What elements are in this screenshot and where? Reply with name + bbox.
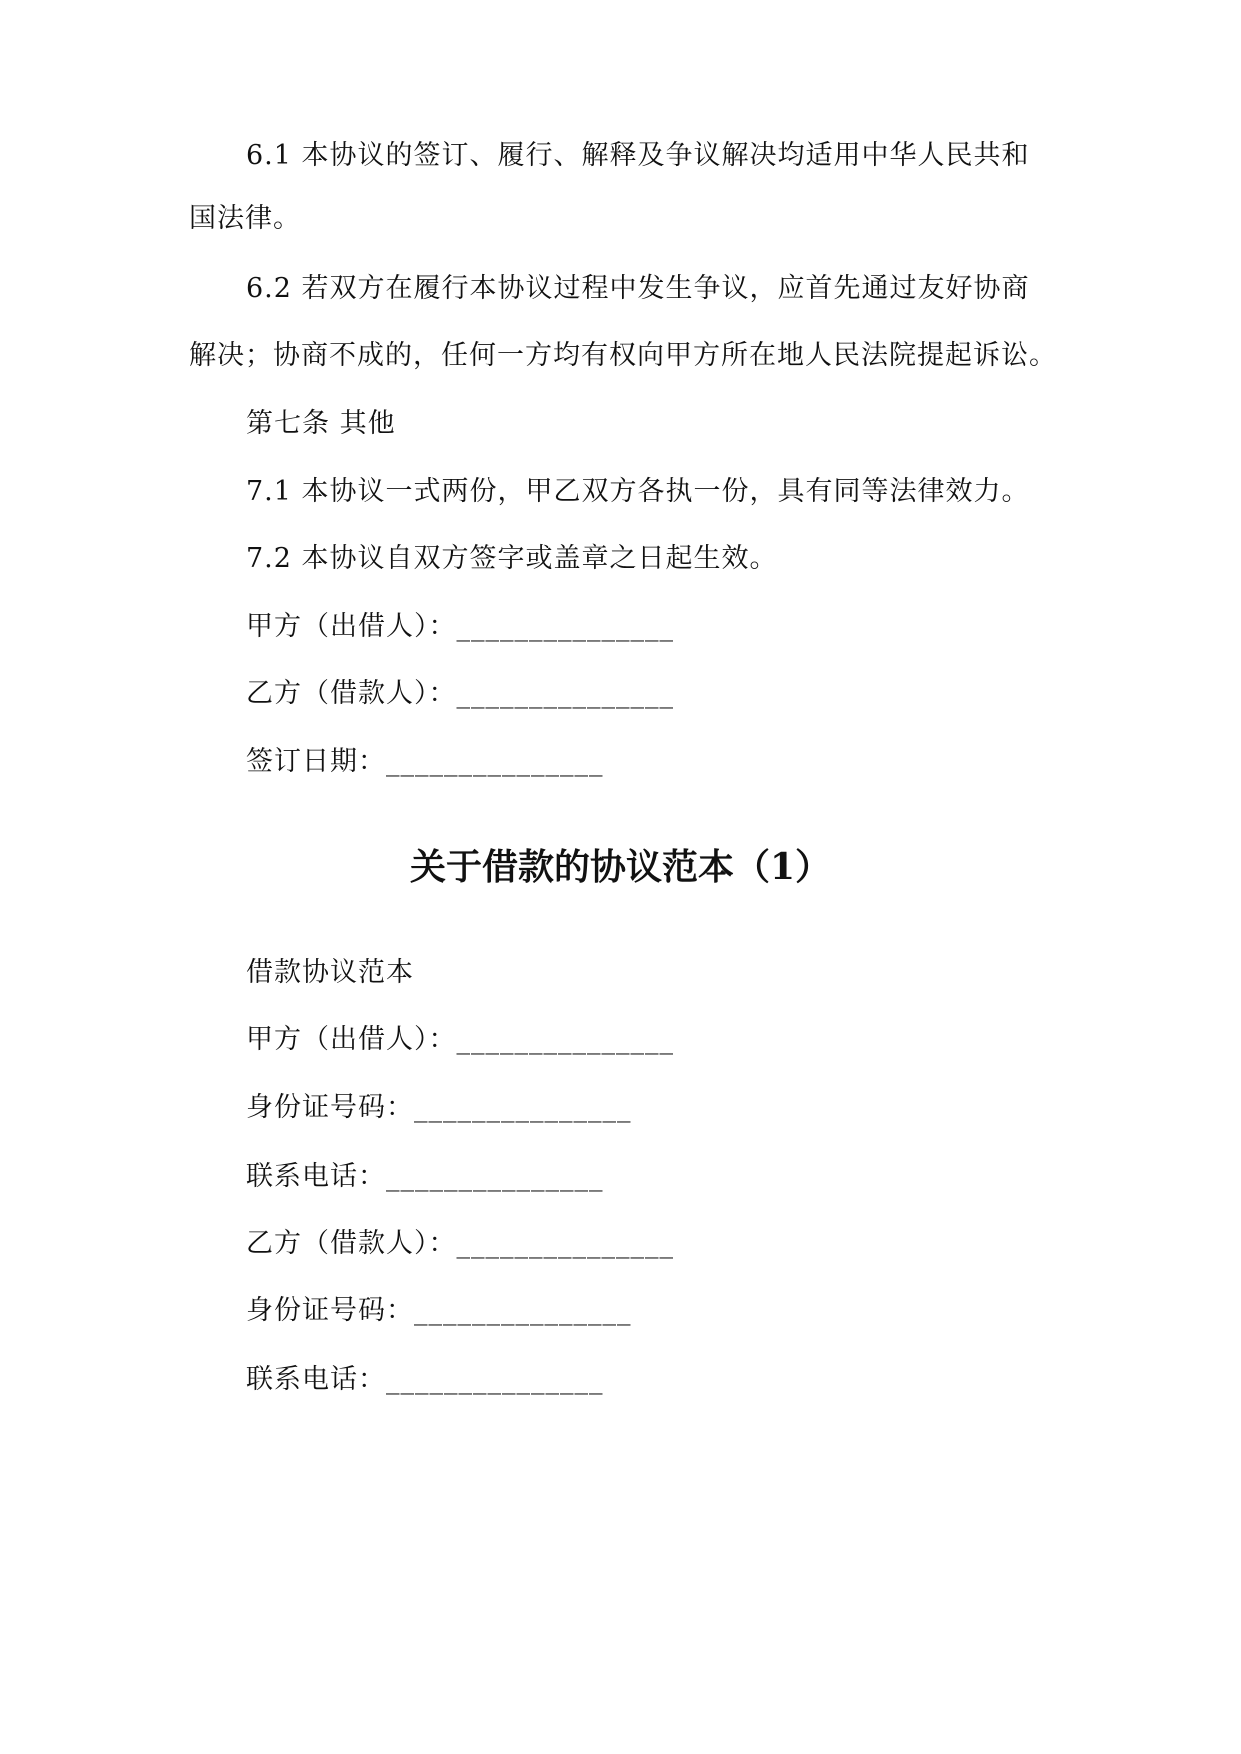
party-a-phone-field: 联系电话：_______________: [246, 1161, 604, 1192]
signature-party-a: 甲方（出借人）：_______________: [246, 611, 674, 642]
party-a-field: 甲方（出借人）：_______________: [246, 1024, 674, 1055]
party-b-phone-field: 联系电话：_______________: [246, 1364, 604, 1395]
party-b-field: 乙方（借款人）：_______________: [246, 1228, 674, 1259]
party-a-id-field: 身份证号码：_______________: [246, 1092, 632, 1123]
signature-party-b: 乙方（借款人）：_______________: [246, 678, 674, 709]
clause-6-2-line-1: 6.2 若双方在履行本协议过程中发生争议，应首先通过友好协商: [246, 273, 1030, 304]
clause-7-1: 7.1 本协议一式两份，甲乙双方各执一份，具有同等法律效力。: [246, 476, 1030, 507]
clause-6-1-line-1: 6.1 本协议的签订、履行、解释及争议解决均适用中华人民共和: [246, 140, 1030, 171]
clause-7-2: 7.2 本协议自双方签字或盖章之日起生效。: [246, 543, 778, 574]
signature-date: 签订日期：_______________: [246, 746, 604, 777]
article-7-heading: 第七条 其他: [246, 408, 396, 439]
document-subtitle: 借款协议范本: [246, 957, 414, 988]
clause-6-1-line-2: 国法律。: [189, 203, 301, 234]
party-b-id-field: 身份证号码：_______________: [246, 1295, 632, 1326]
clause-6-2-line-2: 解决；协商不成的，任何一方均有权向甲方所在地人民法院提起诉讼。: [189, 340, 1057, 371]
document-title: 关于借款的协议范本（1）: [409, 846, 832, 888]
